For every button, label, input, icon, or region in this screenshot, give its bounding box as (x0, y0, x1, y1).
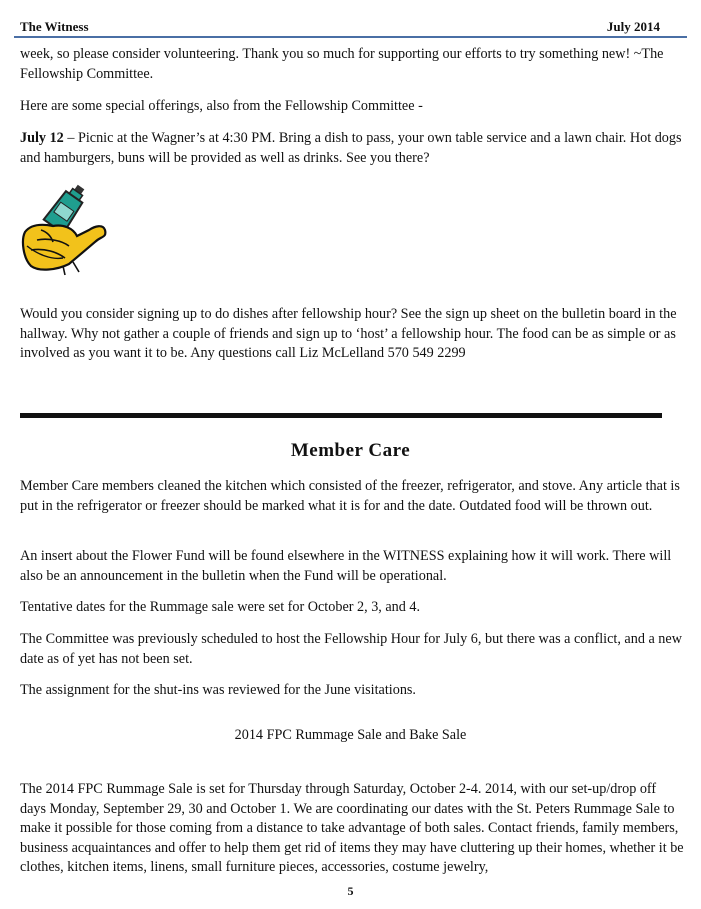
rummage-sale-title: 2014 FPC Rummage Sale and Bake Sale (234, 727, 467, 743)
member-care-paragraph-1: Member Care members cleaned the kitchen which consisted of the freezer, refrigerator, and stove. Any article that is put in the refrigerator or freezer should be marked what it is for and the date. Outdated food will be thrown out. (20, 478, 680, 514)
member-care-title: Member Care (290, 440, 411, 461)
member-care-paragraph-4: The Committee was previously scheduled to host the Fellowship Hour for July 6, but there was a conflict, and a new date as of yet has not been set. (20, 631, 682, 667)
dishwashing-gloves-and-bottle-icon (17, 180, 109, 276)
newsletter-date: July 2014 (606, 19, 660, 34)
picnic-date: July 12 (20, 130, 64, 146)
header-rule (14, 36, 687, 38)
member-care-paragraph-5: The assignment for the shut-ins was reviewed for the June visitations. (20, 682, 416, 698)
section-divider (20, 413, 662, 418)
fellowship-paragraph-4: Would you consider signing up to do dishes after fellowship hour? See the sign up sheet on the bulletin board in the hallway. Why not gather a couple of friends and sign up to ‘host’ a fellowship hour. The food can be as simple or as involved as you want it to be. Any questions call Liz McLelland 570 549 2299 (20, 306, 677, 361)
fellowship-paragraph-3 (20, 129, 685, 168)
page-header (20, 19, 660, 35)
fellowship-paragraph-1: week, so please consider volunteering. Thank you so much for supporting our efforts to try something new! ~The Fellowship Committee. (20, 46, 664, 82)
fellowship-paragraph-2: Here are some special offerings, also from the Fellowship Committee - (20, 98, 423, 114)
member-care-paragraph-3: Tentative dates for the Rummage sale were set for October 2, 3, and 4. (20, 599, 421, 615)
rummage-sale-body: The 2014 FPC Rummage Sale is set for Thursday through Saturday, October 2-4. 2014, with our set-up/drop off days Monday, September 29, 30 and October 1. We are coordinating our dates with the St. Peters Rummage Sale to make it possible for those coming from a distance to take advantage of both sales. Contact friends, family members, business acquaintances and offer to help them get rid of items they may have cluttering up their homes, whether it be clothes, kitchen items, linens, small furniture pieces, accessories, costume jewelry, (20, 781, 684, 875)
member-care-paragraph-2: An insert about the Flower Fund will be found elsewhere in the WITNESS explaining how it will work. There will also be an announcement in the bulletin when the Fund will be operational. (20, 548, 672, 584)
page-number: 5 (347, 884, 354, 898)
picnic-details: – Picnic at the Wagner’s at 4:30 PM. Bring a dish to pass, your own table service and a lawn chair. Hot dogs and hamburgers, buns will be provided as well as drinks. See you there? (20, 130, 682, 166)
newsletter-title: The Witness (20, 19, 89, 34)
